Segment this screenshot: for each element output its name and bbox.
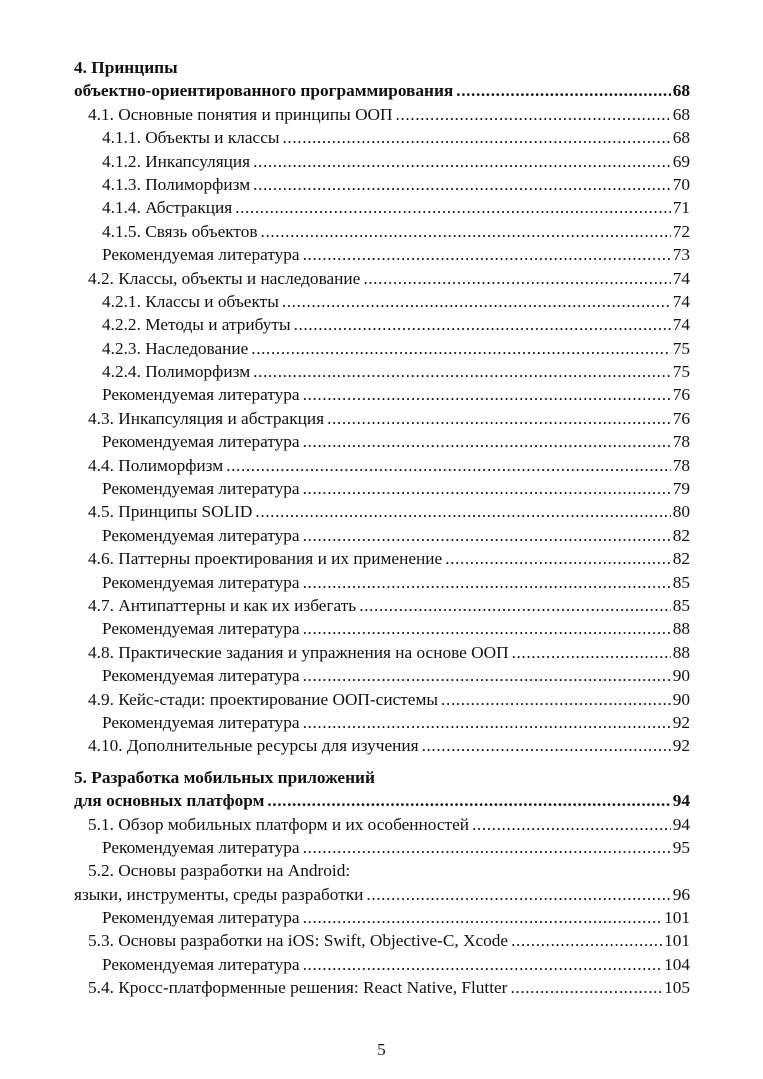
toc-entry-4-1-1[interactable] xyxy=(74,126,690,149)
toc-entry-page: 78 xyxy=(672,455,690,475)
dot-leader xyxy=(396,103,671,126)
dot-leader xyxy=(303,430,671,453)
dot-leader xyxy=(303,524,671,547)
toc-entry-title: 4.9. Кейс-стади: проектирование ООП-системы xyxy=(88,689,439,709)
toc-entry-4-7[interactable] xyxy=(74,594,690,617)
toc-entry-title: 5.2. Основы разработки на Android: xyxy=(88,861,351,881)
toc-entry-page: 90 xyxy=(672,689,690,709)
toc-entry-title: 4.10. Дополнительные ресурсы для изучения xyxy=(88,736,419,756)
dot-leader xyxy=(510,976,662,999)
toc-entry-title: Рекомендуемая литература xyxy=(102,385,300,405)
toc-entry-page: 74 xyxy=(672,268,690,288)
dot-leader xyxy=(253,360,671,383)
toc-entry-title: 4.1.2. Инкапсуляция xyxy=(102,151,251,171)
toc-entry-4-6[interactable] xyxy=(74,547,690,570)
toc-entry-4-4[interactable] xyxy=(74,454,690,477)
dot-leader xyxy=(303,383,671,406)
chapter-5-title-line[interactable] xyxy=(74,789,690,812)
toc-entry-4-3[interactable] xyxy=(74,407,690,430)
chapter-4-title-line[interactable] xyxy=(74,79,690,102)
toc-entry-page: 94 xyxy=(672,791,690,811)
toc-entry-4-2-3[interactable] xyxy=(74,337,690,360)
toc-entry-page: 73 xyxy=(672,245,690,265)
toc-entry-page: 74 xyxy=(672,315,690,335)
toc-entry-title: 4.2.2. Методы и атрибуты xyxy=(102,315,291,335)
toc-entry-title: 5.3. Основы разработки на iOS: Swift, Objective-C, Xcode xyxy=(88,931,509,951)
dot-leader xyxy=(303,664,671,687)
toc-entry-title: Рекомендуемая литература xyxy=(102,572,300,592)
toc-entry-title: 4.1.5. Связь объектов xyxy=(102,221,258,241)
dot-leader xyxy=(253,173,671,196)
toc-entry-page: 68 xyxy=(672,81,690,101)
dot-leader xyxy=(303,243,671,266)
toc-entry-title: 4.1. Основные понятия и принципы ООП xyxy=(88,104,393,124)
toc-entry-4-1[interactable] xyxy=(74,103,690,126)
toc-entry-page: 71 xyxy=(672,198,690,218)
toc-entry-5-2-heading[interactable] xyxy=(74,859,690,882)
toc-entry-4-3-literature[interactable] xyxy=(74,430,690,453)
toc-entry-title: объектно-ориентированного программирования xyxy=(74,81,454,101)
toc-entry-title: Рекомендуемая литература xyxy=(102,245,300,265)
toc-entry-5-1-literature[interactable] xyxy=(74,836,690,859)
dot-leader xyxy=(261,220,671,243)
toc-entry-page: 101 xyxy=(664,908,690,928)
dot-leader xyxy=(251,337,670,360)
toc-entry-page: 94 xyxy=(672,814,690,834)
toc-entry-4-7-literature[interactable] xyxy=(74,617,690,640)
toc-entry-4-8-literature[interactable] xyxy=(74,664,690,687)
toc-entry-title: 4.7. Антипаттерны и как их избегать xyxy=(88,595,357,615)
toc-entry-page: 101 xyxy=(664,931,690,951)
toc-entry-4-1-2[interactable] xyxy=(74,150,690,173)
toc-entry-title: Рекомендуемая литература xyxy=(102,908,300,928)
toc-entry-4-9-literature[interactable] xyxy=(74,711,690,734)
toc-entry-page: 72 xyxy=(672,221,690,241)
toc-entry-page: 85 xyxy=(672,595,690,615)
dot-leader xyxy=(456,79,670,102)
toc-entry-page: 69 xyxy=(672,151,690,171)
chapter-4-heading: 4. Принципы xyxy=(74,58,178,77)
toc-entry-page: 90 xyxy=(672,666,690,686)
toc-entry-page: 92 xyxy=(672,712,690,732)
dot-leader xyxy=(255,500,670,523)
dot-leader xyxy=(303,836,671,859)
toc-entry-title: Рекомендуемая литература xyxy=(102,666,300,686)
toc-entry-page: 79 xyxy=(672,479,690,499)
dot-leader xyxy=(511,929,662,952)
dot-leader xyxy=(445,547,671,570)
toc-entry-page: 85 xyxy=(672,572,690,592)
toc-entry-title: 5.1. Обзор мобильных платформ и их особенностей xyxy=(88,814,470,834)
toc-entry-page: 88 xyxy=(672,619,690,639)
toc-entry-title: 4.2.3. Наследование xyxy=(102,338,249,358)
toc-entry-title: Рекомендуемая литература xyxy=(102,525,300,545)
table-of-contents xyxy=(74,56,690,1000)
toc-entry-4-1-4[interactable] xyxy=(74,196,690,219)
toc-entry-5-1[interactable] xyxy=(74,813,690,836)
toc-entry-title: 4.4. Полиморфизм xyxy=(88,455,224,475)
dot-leader xyxy=(441,688,671,711)
toc-entry-4-1-5[interactable] xyxy=(74,220,690,243)
dot-leader xyxy=(422,734,671,757)
toc-entry-title: 5.4. Кросс-платформенные решения: React Native, Flutter xyxy=(88,978,508,998)
dot-leader xyxy=(282,290,671,313)
toc-entry-title: Рекомендуемая литература xyxy=(102,619,300,639)
dot-leader xyxy=(235,196,671,219)
dot-leader xyxy=(294,313,671,336)
dot-leader xyxy=(303,711,671,734)
dot-leader xyxy=(303,906,662,929)
toc-entry-page: 80 xyxy=(672,502,690,522)
toc-entry-title: для основных платформ xyxy=(74,791,265,811)
toc-entry-page: 68 xyxy=(672,128,690,148)
toc-entry-page: 82 xyxy=(672,525,690,545)
toc-entry-4-2-2[interactable] xyxy=(74,313,690,336)
toc-entry-page: 78 xyxy=(672,432,690,452)
toc-entry-title: Рекомендуемая литература xyxy=(102,432,300,452)
toc-entry-title: 4.1.4. Абстракция xyxy=(102,198,233,218)
toc-entry-4-2-1[interactable] xyxy=(74,290,690,313)
toc-entry-page: 76 xyxy=(672,408,690,428)
toc-entry-4-8[interactable] xyxy=(74,641,690,664)
toc-entry-page: 92 xyxy=(672,736,690,756)
toc-entry-title: 4.1.1. Объекты и классы xyxy=(102,128,280,148)
toc-entry-4-10[interactable] xyxy=(74,734,690,757)
dot-leader xyxy=(366,883,670,906)
toc-entry-page: 75 xyxy=(672,338,690,358)
page-number: 5 xyxy=(377,1040,386,1059)
toc-entry-title: 4.8. Практические задания и упражнения на основе ООП xyxy=(88,642,509,662)
dot-leader xyxy=(303,477,671,500)
toc-entry-title: 4.6. Паттерны проектирования и их применение xyxy=(88,549,443,569)
toc-entry-4-2-literature[interactable] xyxy=(74,383,690,406)
toc-entry-title: 4.3. Инкапсуляция и абстракция xyxy=(88,408,325,428)
toc-entry-title: 4.2.1. Классы и объекты xyxy=(102,291,279,311)
chapter-gap xyxy=(74,758,690,766)
dot-leader xyxy=(303,571,671,594)
toc-entry-5-4[interactable] xyxy=(74,976,690,999)
toc-entry-page: 74 xyxy=(672,291,690,311)
toc-entry-4-5-literature[interactable] xyxy=(74,524,690,547)
toc-entry-4-1-3[interactable] xyxy=(74,173,690,196)
toc-entry-page: 88 xyxy=(672,642,690,662)
toc-entry-title: 4.2. Классы, объекты и наследование xyxy=(88,268,361,288)
toc-entry-4-4-literature[interactable] xyxy=(74,477,690,500)
toc-entry-page: 75 xyxy=(672,362,690,382)
toc-entry-4-5[interactable] xyxy=(74,500,690,523)
toc-entry-5-3[interactable] xyxy=(74,929,690,952)
toc-entry-page: 105 xyxy=(664,978,690,998)
dot-leader xyxy=(363,267,670,290)
toc-entry-page: 76 xyxy=(672,385,690,405)
toc-entry-5-2-literature[interactable] xyxy=(74,906,690,929)
chapter-5-heading: 5. Разработка мобильных приложений xyxy=(74,767,375,787)
dot-leader xyxy=(267,789,670,812)
toc-entry-title: Рекомендуемая литература xyxy=(102,954,300,974)
toc-entry-page: 82 xyxy=(672,549,690,569)
toc-entry-page: 96 xyxy=(672,884,690,904)
toc-entry-4-2-4[interactable] xyxy=(74,360,690,383)
dot-leader xyxy=(303,617,671,640)
toc-entry-page: 95 xyxy=(672,837,690,857)
dot-leader xyxy=(472,813,671,836)
toc-entry-title: языки, инструменты, среды разработки xyxy=(74,884,364,904)
toc-entry-title: 4.5. Принципы SOLID xyxy=(88,502,253,522)
toc-entry-title: 4.1.3. Полиморфизм xyxy=(102,174,251,194)
toc-entry-4-9[interactable] xyxy=(74,688,690,711)
toc-entry-title: Рекомендуемая литература xyxy=(102,479,300,499)
dot-leader xyxy=(359,594,671,617)
toc-entry-page: 104 xyxy=(664,954,690,974)
toc-entry-page: 70 xyxy=(672,174,690,194)
toc-entry-4-1-literature[interactable] xyxy=(74,243,690,266)
dot-leader xyxy=(283,126,671,149)
dot-leader xyxy=(327,407,671,430)
dot-leader xyxy=(512,641,671,664)
toc-entry-5-2[interactable] xyxy=(74,883,690,906)
toc-entry-4-2[interactable] xyxy=(74,267,690,290)
dot-leader xyxy=(253,150,671,173)
toc-entry-4-6-literature[interactable] xyxy=(74,571,690,594)
toc-entry-5-3-literature[interactable] xyxy=(74,953,690,976)
toc-entry-page: 68 xyxy=(672,104,690,124)
toc-entry-title: 4.2.4. Полиморфизм xyxy=(102,362,251,382)
dot-leader xyxy=(226,454,671,477)
dot-leader xyxy=(303,953,662,976)
toc-entry-title: Рекомендуемая литература xyxy=(102,837,300,857)
toc-entry-title: Рекомендуемая литература xyxy=(102,712,300,732)
